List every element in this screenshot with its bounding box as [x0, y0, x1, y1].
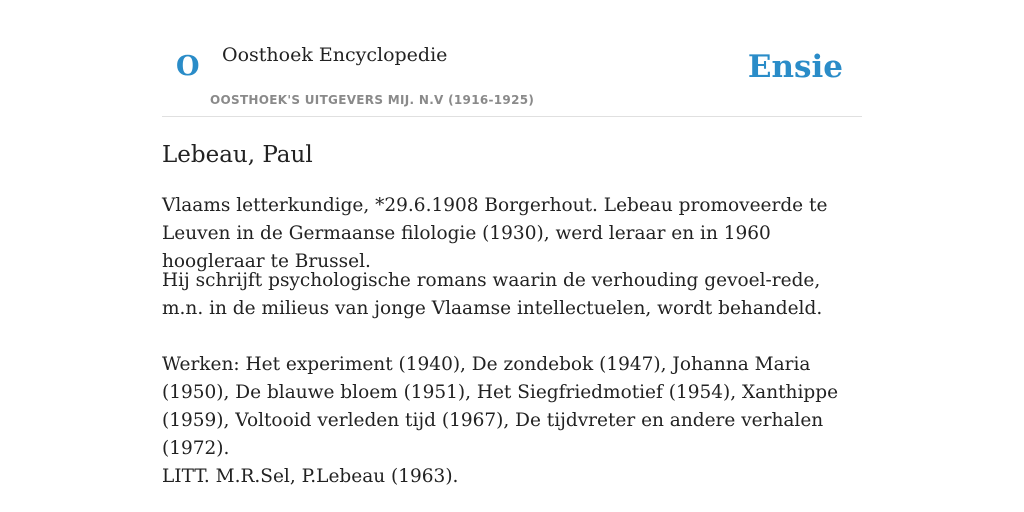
entry-title: Lebeau, Paul [162, 142, 313, 168]
letter-badge: O [176, 51, 200, 82]
entry-paragraph-works: Werken: Het experiment (1940), De zondebok (1947), Johanna Maria (1950), De blauwe bloem (1951), Het Siegfriedmotief (1954), Xanthippe (1959), Voltooid verleden tijd (1967), De tijdvreter en andere verhalen (1972). [162, 354, 839, 459]
page [162, 0, 862, 487]
ensie-logo-link[interactable]: Ensie [747, 49, 843, 85]
publisher-subtitle: OOSTHOEK'S UITGEVERS MIJ. N.V (1916-1925) [210, 93, 535, 107]
entry-paragraph-biography: Vlaams letterkundige, *29.6.1908 Borgerhout. Lebeau promoveerde te Leuven in de Germaanse filologie (1930), werd leraar en in 1960 hoogleraar te Brussel. [162, 195, 828, 272]
entry-paragraph-themes: Hij schrijft psychologische romans waarin de verhouding gevoel-rede, m.n. in de milieus van jonge Vlaamse intellectuelen, wordt behandeld. [162, 270, 823, 319]
entry-paragraph-literature: LITT. M.R.Sel, P.Lebeau (1963). [162, 466, 459, 487]
book-title: Oosthoek Encyclopedie [222, 44, 448, 66]
header [162, 0, 862, 117]
